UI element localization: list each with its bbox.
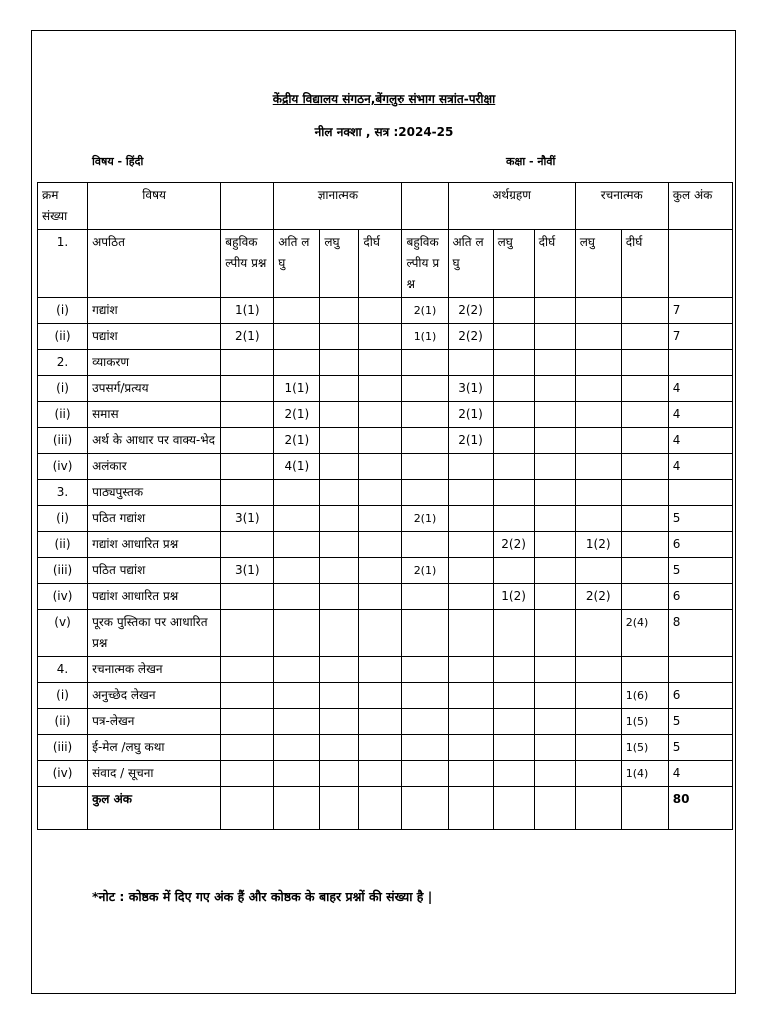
- marks-cell: [320, 428, 359, 454]
- marks-cell: [402, 657, 448, 683]
- marks-cell: [493, 506, 534, 532]
- blueprint-table: [37, 182, 733, 830]
- marks-cell: [448, 709, 493, 735]
- marks-cell: [448, 683, 493, 709]
- marks-cell: [320, 735, 359, 761]
- marks-cell: [621, 584, 668, 610]
- marks-cell: [320, 657, 359, 683]
- marks-cell: [402, 610, 448, 657]
- row-label: ई-मेल /लघु कथा: [88, 735, 221, 761]
- marks-cell: 2(2): [575, 584, 621, 610]
- marks-cell: [221, 584, 274, 610]
- marks-cell: [534, 350, 575, 376]
- marks-cell: [320, 709, 359, 735]
- marks-cell: [221, 428, 274, 454]
- row-number: (i): [38, 376, 88, 402]
- table-row: [38, 324, 733, 350]
- marks-cell: [493, 376, 534, 402]
- marks-cell: [359, 402, 402, 428]
- row-label: व्याकरण: [88, 350, 221, 376]
- marks-cell: 1(1): [221, 298, 274, 324]
- marks-cell: [274, 657, 320, 683]
- table-subheader-row: [38, 230, 733, 298]
- marks-cell: [274, 506, 320, 532]
- marks-cell: [668, 480, 732, 506]
- marks-cell: [448, 610, 493, 657]
- marks-cell: [402, 761, 448, 787]
- marks-cell: [575, 350, 621, 376]
- marks-cell: [274, 532, 320, 558]
- marks-cell: [274, 735, 320, 761]
- table-row: [38, 454, 733, 480]
- marks-cell: 2(1): [402, 558, 448, 584]
- marks-cell: [359, 558, 402, 584]
- marks-cell: [621, 480, 668, 506]
- marks-cell: [621, 376, 668, 402]
- total-label: कुल अंक: [88, 787, 221, 830]
- marks-cell: [575, 428, 621, 454]
- marks-cell: [320, 506, 359, 532]
- marks-cell: 4: [668, 428, 732, 454]
- marks-cell: [402, 402, 448, 428]
- marks-cell: 5: [668, 558, 732, 584]
- marks-cell: [534, 610, 575, 657]
- subheader-cell: दीर्घ: [359, 230, 402, 298]
- marks-cell: [320, 683, 359, 709]
- subheader-cell: दीर्घ: [621, 230, 668, 298]
- marks-cell: [493, 298, 534, 324]
- marks-cell: 1(1): [402, 324, 448, 350]
- marks-cell: [359, 683, 402, 709]
- row-label: पद्यांश आधारित प्रश्न: [88, 584, 221, 610]
- marks-cell: [402, 480, 448, 506]
- marks-cell: [668, 657, 732, 683]
- marks-cell: [402, 735, 448, 761]
- marks-cell: [402, 350, 448, 376]
- marks-cell: [359, 350, 402, 376]
- marks-cell: [621, 350, 668, 376]
- row-label: समास: [88, 402, 221, 428]
- marks-cell: 5: [668, 735, 732, 761]
- marks-cell: 2(1): [221, 324, 274, 350]
- marks-cell: [402, 709, 448, 735]
- marks-cell: [274, 709, 320, 735]
- marks-cell: [359, 610, 402, 657]
- marks-cell: [221, 709, 274, 735]
- row-number: (ii): [38, 709, 88, 735]
- row-label: संवाद / सूचना: [88, 761, 221, 787]
- subheader-cell: बहुविकल्पीय प्रश्न: [221, 230, 274, 298]
- marks-cell: 4: [668, 454, 732, 480]
- marks-cell: [668, 350, 732, 376]
- marks-cell: [221, 480, 274, 506]
- marks-cell: [274, 584, 320, 610]
- subheader-cell: लघु: [493, 230, 534, 298]
- marks-cell: [575, 454, 621, 480]
- marks-cell: [448, 350, 493, 376]
- marks-cell: [534, 584, 575, 610]
- row-number: 2.: [38, 350, 88, 376]
- marks-cell: [534, 709, 575, 735]
- marks-cell: [359, 324, 402, 350]
- table-row: [38, 298, 733, 324]
- marks-cell: 1(4): [621, 761, 668, 787]
- row-number: (v): [38, 610, 88, 657]
- marks-cell: [359, 584, 402, 610]
- marks-cell: [402, 683, 448, 709]
- table-row: [38, 735, 733, 761]
- header-serial: क्रम संख्या: [38, 183, 88, 230]
- marks-cell: [221, 657, 274, 683]
- marks-cell: [448, 657, 493, 683]
- marks-cell: [493, 480, 534, 506]
- marks-cell: [493, 735, 534, 761]
- marks-cell: 2(4): [621, 610, 668, 657]
- table-row: [38, 350, 733, 376]
- table-row: [38, 709, 733, 735]
- table-row: [38, 532, 733, 558]
- marks-cell: [359, 480, 402, 506]
- marks-cell: 1(1): [274, 376, 320, 402]
- marks-cell: [448, 735, 493, 761]
- marks-cell: [534, 683, 575, 709]
- row-label: गद्यांश आधारित प्रश्न: [88, 532, 221, 558]
- marks-cell: 2(1): [448, 428, 493, 454]
- marks-cell: [359, 454, 402, 480]
- marks-cell: [221, 610, 274, 657]
- header-topic: विषय: [88, 183, 221, 230]
- marks-cell: [493, 709, 534, 735]
- footnote: *नोट : कोष्ठक में दिए गए अंक हैं और कोष्ठक के बाहर प्रश्नों की संख्या है |: [92, 889, 433, 904]
- marks-cell: 1(2): [493, 584, 534, 610]
- marks-cell: 2(1): [274, 402, 320, 428]
- table-row: [38, 584, 733, 610]
- row-number: (ii): [38, 324, 88, 350]
- marks-cell: 2(2): [448, 324, 493, 350]
- document-subtitle: नील नक्शा , सत्र :2024-25: [314, 125, 454, 139]
- row-number: 4.: [38, 657, 88, 683]
- marks-cell: [621, 558, 668, 584]
- marks-cell: [448, 454, 493, 480]
- marks-cell: [575, 735, 621, 761]
- header-rachnatmak: रचनात्मक: [575, 183, 668, 230]
- row-number: (iii): [38, 735, 88, 761]
- marks-cell: [402, 454, 448, 480]
- marks-cell: 2(1): [402, 298, 448, 324]
- marks-cell: 8: [668, 610, 732, 657]
- marks-cell: [320, 584, 359, 610]
- marks-cell: 4: [668, 761, 732, 787]
- marks-cell: [359, 709, 402, 735]
- marks-cell: [221, 350, 274, 376]
- marks-cell: [493, 558, 534, 584]
- marks-cell: [575, 480, 621, 506]
- row-number: 3.: [38, 480, 88, 506]
- header-total: कुल अंक: [668, 183, 732, 230]
- row-number: (iv): [38, 454, 88, 480]
- marks-cell: [359, 735, 402, 761]
- marks-cell: [575, 610, 621, 657]
- header-gyanatmak: ज्ञानात्मक: [274, 183, 402, 230]
- marks-cell: [402, 428, 448, 454]
- table-row: [38, 402, 733, 428]
- marks-cell: [534, 454, 575, 480]
- marks-cell: [493, 657, 534, 683]
- marks-cell: [621, 454, 668, 480]
- row-label: उपसर्ग/प्रत्यय: [88, 376, 221, 402]
- marks-cell: [621, 324, 668, 350]
- marks-cell: 6: [668, 584, 732, 610]
- row-number: 1.: [38, 230, 88, 298]
- marks-cell: 1(5): [621, 735, 668, 761]
- table-row: [38, 480, 733, 506]
- row-label: पठित पद्यांश: [88, 558, 221, 584]
- marks-cell: [621, 402, 668, 428]
- marks-cell: [534, 506, 575, 532]
- header-arthgrahan: अर्थग्रहण: [448, 183, 575, 230]
- marks-cell: [575, 376, 621, 402]
- header-empty: [402, 183, 448, 230]
- marks-cell: [534, 376, 575, 402]
- marks-cell: [534, 532, 575, 558]
- row-number: (iv): [38, 584, 88, 610]
- row-label: पूरक पुस्तिका पर आधारित प्रश्न: [88, 610, 221, 657]
- subject-label: विषय - हिंदी: [92, 155, 144, 168]
- marks-cell: [221, 532, 274, 558]
- table-row: [38, 376, 733, 402]
- marks-cell: [320, 324, 359, 350]
- marks-cell: [359, 376, 402, 402]
- marks-cell: [575, 324, 621, 350]
- marks-cell: 4: [668, 376, 732, 402]
- marks-cell: [221, 683, 274, 709]
- marks-cell: [274, 610, 320, 657]
- marks-cell: [575, 558, 621, 584]
- marks-cell: 4: [668, 402, 732, 428]
- marks-cell: [402, 376, 448, 402]
- marks-cell: [621, 506, 668, 532]
- table-row: [38, 657, 733, 683]
- total-value: 80: [668, 787, 732, 830]
- marks-cell: [320, 480, 359, 506]
- row-label: अनुच्छेद लेखन: [88, 683, 221, 709]
- marks-cell: [575, 683, 621, 709]
- marks-cell: [493, 610, 534, 657]
- marks-cell: [534, 298, 575, 324]
- marks-cell: [575, 709, 621, 735]
- marks-cell: [621, 532, 668, 558]
- marks-cell: 4(1): [274, 454, 320, 480]
- marks-cell: [621, 298, 668, 324]
- document-title: केंद्रीय विद्यालय संगठन,बेंगलुरु संभाग सत्रांत-परीक्षा: [272, 92, 496, 106]
- marks-cell: [493, 350, 534, 376]
- marks-cell: [575, 402, 621, 428]
- row-number: (iii): [38, 558, 88, 584]
- row-label: अपठित: [88, 230, 221, 298]
- row-label: अर्थ के आधार पर वाक्य-भेद: [88, 428, 221, 454]
- marks-cell: 2(2): [493, 532, 534, 558]
- marks-cell: [221, 402, 274, 428]
- marks-cell: 2(1): [274, 428, 320, 454]
- row-label: पाठ्यपुस्तक: [88, 480, 221, 506]
- subheader-cell: लघु: [320, 230, 359, 298]
- marks-cell: [493, 402, 534, 428]
- marks-cell: [534, 428, 575, 454]
- row-number: (iv): [38, 761, 88, 787]
- marks-cell: [493, 683, 534, 709]
- table-row: [38, 428, 733, 454]
- marks-cell: [320, 402, 359, 428]
- total-row: [38, 787, 733, 830]
- marks-cell: 7: [668, 324, 732, 350]
- marks-cell: [575, 298, 621, 324]
- marks-cell: [575, 506, 621, 532]
- marks-cell: [493, 428, 534, 454]
- row-label: पठित गद्यांश: [88, 506, 221, 532]
- table-row: [38, 683, 733, 709]
- marks-cell: [359, 657, 402, 683]
- marks-cell: 3(1): [221, 506, 274, 532]
- row-number: (ii): [38, 402, 88, 428]
- row-label: पद्यांश: [88, 324, 221, 350]
- marks-cell: [221, 761, 274, 787]
- marks-cell: [534, 480, 575, 506]
- marks-cell: [534, 761, 575, 787]
- marks-cell: [493, 324, 534, 350]
- marks-cell: [274, 558, 320, 584]
- marks-cell: [359, 428, 402, 454]
- marks-cell: [359, 298, 402, 324]
- marks-cell: [274, 683, 320, 709]
- marks-cell: [320, 761, 359, 787]
- marks-cell: [320, 350, 359, 376]
- table-row: [38, 761, 733, 787]
- marks-cell: [534, 402, 575, 428]
- table-row: [38, 610, 733, 657]
- marks-cell: 1(2): [575, 532, 621, 558]
- marks-cell: [320, 532, 359, 558]
- marks-cell: [493, 454, 534, 480]
- marks-cell: [575, 761, 621, 787]
- marks-cell: [320, 298, 359, 324]
- marks-cell: [274, 350, 320, 376]
- marks-cell: [534, 657, 575, 683]
- row-number: (i): [38, 683, 88, 709]
- marks-cell: 7: [668, 298, 732, 324]
- subheader-cell: बहुविकल्पीय प्रश्न: [402, 230, 448, 298]
- row-number: (i): [38, 506, 88, 532]
- marks-cell: 3(1): [221, 558, 274, 584]
- row-label: रचनात्मक लेखन: [88, 657, 221, 683]
- marks-cell: [221, 376, 274, 402]
- marks-cell: [448, 532, 493, 558]
- marks-cell: [274, 324, 320, 350]
- subheader-cell: अति लघु: [274, 230, 320, 298]
- marks-cell: [274, 480, 320, 506]
- row-label: पत्र-लेखन: [88, 709, 221, 735]
- subheader-cell: दीर्घ: [534, 230, 575, 298]
- table-row: [38, 558, 733, 584]
- marks-cell: [448, 506, 493, 532]
- row-number: (iii): [38, 428, 88, 454]
- marks-cell: [493, 761, 534, 787]
- marks-cell: [274, 298, 320, 324]
- subheader-cell: [668, 230, 732, 298]
- class-label: कक्षा - नौवीं: [506, 155, 556, 168]
- marks-cell: 2(2): [448, 298, 493, 324]
- marks-cell: [359, 506, 402, 532]
- marks-cell: 1(6): [621, 683, 668, 709]
- marks-cell: [448, 558, 493, 584]
- marks-cell: 5: [668, 709, 732, 735]
- marks-cell: [621, 657, 668, 683]
- marks-cell: [448, 480, 493, 506]
- row-label: गद्यांश: [88, 298, 221, 324]
- marks-cell: [534, 735, 575, 761]
- marks-cell: [320, 454, 359, 480]
- marks-cell: [221, 735, 274, 761]
- subheader-cell: अति लघु: [448, 230, 493, 298]
- marks-cell: 5: [668, 506, 732, 532]
- marks-cell: 1(5): [621, 709, 668, 735]
- marks-cell: [621, 428, 668, 454]
- marks-cell: [359, 532, 402, 558]
- marks-cell: [448, 584, 493, 610]
- subheader-cell: लघु: [575, 230, 621, 298]
- row-label: अलंकार: [88, 454, 221, 480]
- marks-cell: 6: [668, 532, 732, 558]
- marks-cell: [575, 657, 621, 683]
- marks-cell: 2(1): [448, 402, 493, 428]
- table-row: [38, 506, 733, 532]
- header-empty: [221, 183, 274, 230]
- table-header-row: [38, 183, 733, 230]
- marks-cell: 3(1): [448, 376, 493, 402]
- marks-cell: [534, 558, 575, 584]
- marks-cell: [274, 761, 320, 787]
- marks-cell: [402, 584, 448, 610]
- marks-cell: [534, 324, 575, 350]
- marks-cell: 6: [668, 683, 732, 709]
- marks-cell: [221, 454, 274, 480]
- row-number: (i): [38, 298, 88, 324]
- marks-cell: [320, 610, 359, 657]
- marks-cell: [320, 376, 359, 402]
- marks-cell: 2(1): [402, 506, 448, 532]
- marks-cell: [402, 532, 448, 558]
- marks-cell: [359, 761, 402, 787]
- marks-cell: [320, 558, 359, 584]
- marks-cell: [448, 761, 493, 787]
- row-number: (ii): [38, 532, 88, 558]
